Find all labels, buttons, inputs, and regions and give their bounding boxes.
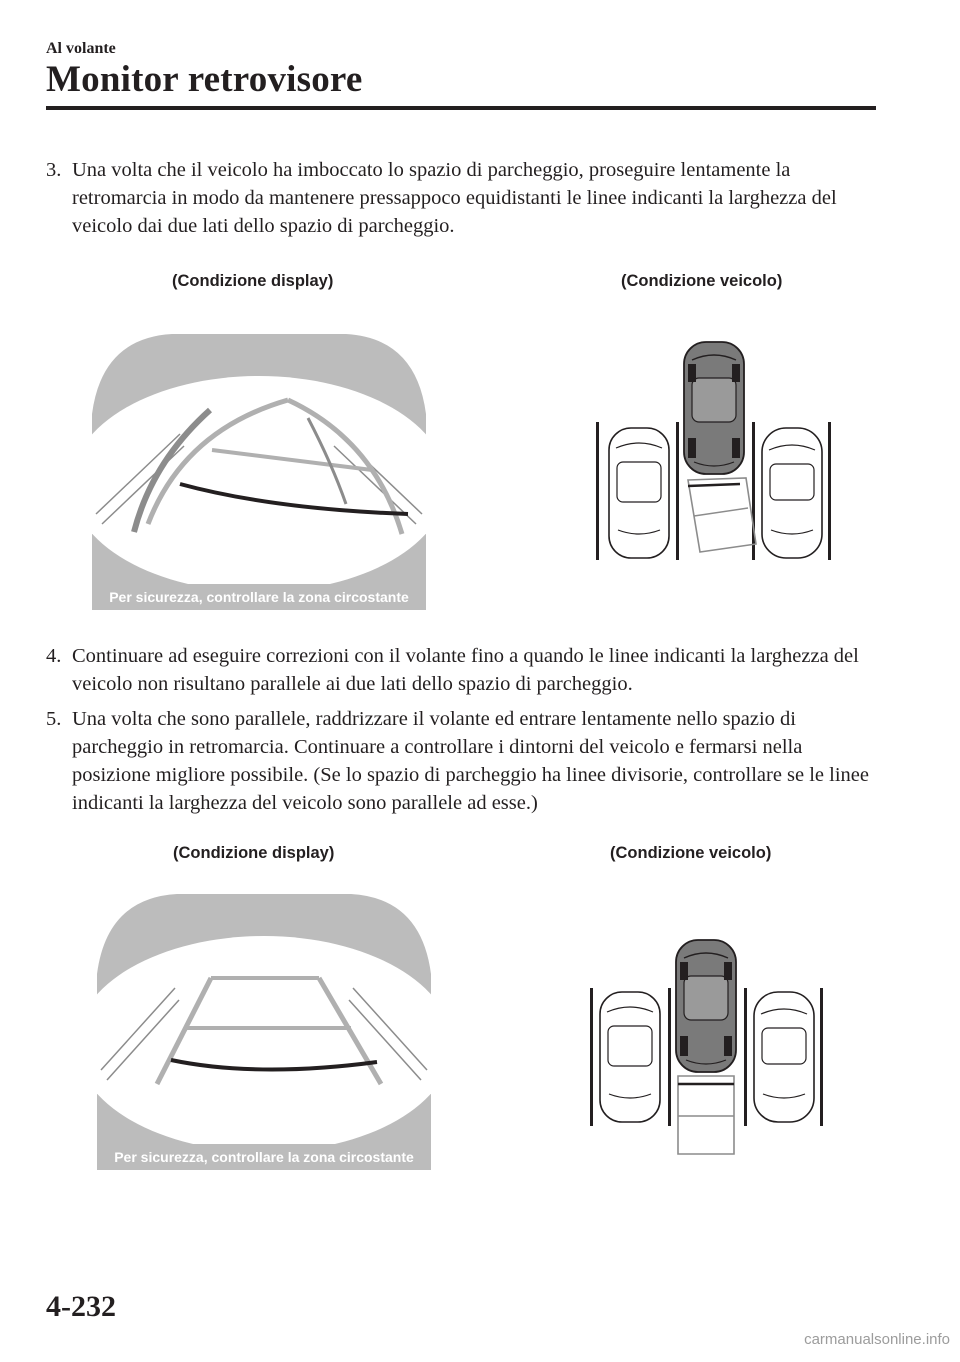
step-text: Una volta che sono parallele, raddrizzare il volante ed entrare lentamente nello spazio di parcheggio in retromarcia. Continuare a controllare i dintorni del veicolo e fermarsi nella posizione migliore possibile. (Se lo spazio di parcheggio ha linee divisorie, controllare se le linee indicanti la larghezza del veicolo sono parallele ad esse.) [72, 708, 869, 814]
parked-car-left [609, 428, 669, 558]
step-3 [46, 156, 876, 240]
figure-1-vehicle-top-view [592, 338, 850, 572]
parking-line [676, 422, 679, 560]
figure-2-vehicle-top-view [588, 938, 828, 1158]
reversing-car [676, 940, 736, 1072]
parked-car-right [754, 992, 814, 1122]
figure-1-display-caption: (Condizione display) [172, 272, 334, 290]
parking-line [596, 422, 599, 560]
title-divider [46, 106, 876, 110]
parking-line [820, 988, 823, 1126]
banner-text: Per sicurezza, controllare la zona circostante [114, 1149, 414, 1165]
step-number: 5. [46, 708, 62, 730]
parking-line [744, 988, 747, 1126]
step-text: Continuare ad eseguire correzioni con il volante fino a quando le linee indicanti la larghezza del veicolo non risultano parallele ai due lati dello spazio di parcheggio. [72, 645, 859, 695]
figure-1-vehicle-caption: (Condizione veicolo) [621, 272, 783, 290]
figure-2-display-caption: (Condizione display) [173, 844, 335, 862]
parking-line [668, 988, 671, 1126]
camera-view-area [97, 936, 431, 1152]
page-title: Monitor retrovisore [46, 59, 363, 100]
figure-2-camera-display [97, 894, 431, 1170]
parking-line [590, 988, 593, 1126]
step-4 [46, 642, 876, 698]
parked-car-left [600, 992, 660, 1122]
page-number: 4-232 [46, 1290, 116, 1323]
figure-1-camera-display [92, 334, 426, 610]
banner-text: Per sicurezza, controllare la zona circostante [109, 589, 409, 605]
parked-car-right [762, 428, 822, 558]
step-number: 4. [46, 645, 62, 667]
bumper-guide-line [688, 484, 740, 486]
section-label: Al volante [46, 40, 116, 57]
watermark: carmanualsonline.info [804, 1331, 950, 1348]
step-5 [46, 705, 876, 817]
step-text: Una volta che il veicolo ha imboccato lo spazio di parcheggio, proseguire lentamente la retromarcia in modo da mantenere pressappoco equidistanti le linee indicanti la larghezza del veicolo dai due lati dello spazio di parcheggio. [72, 159, 837, 237]
projected-path-outline [678, 1076, 734, 1154]
step-number: 3. [46, 159, 62, 181]
figure-2-vehicle-caption: (Condizione veicolo) [610, 844, 772, 862]
reversing-car [684, 342, 744, 474]
parking-line [828, 422, 831, 560]
